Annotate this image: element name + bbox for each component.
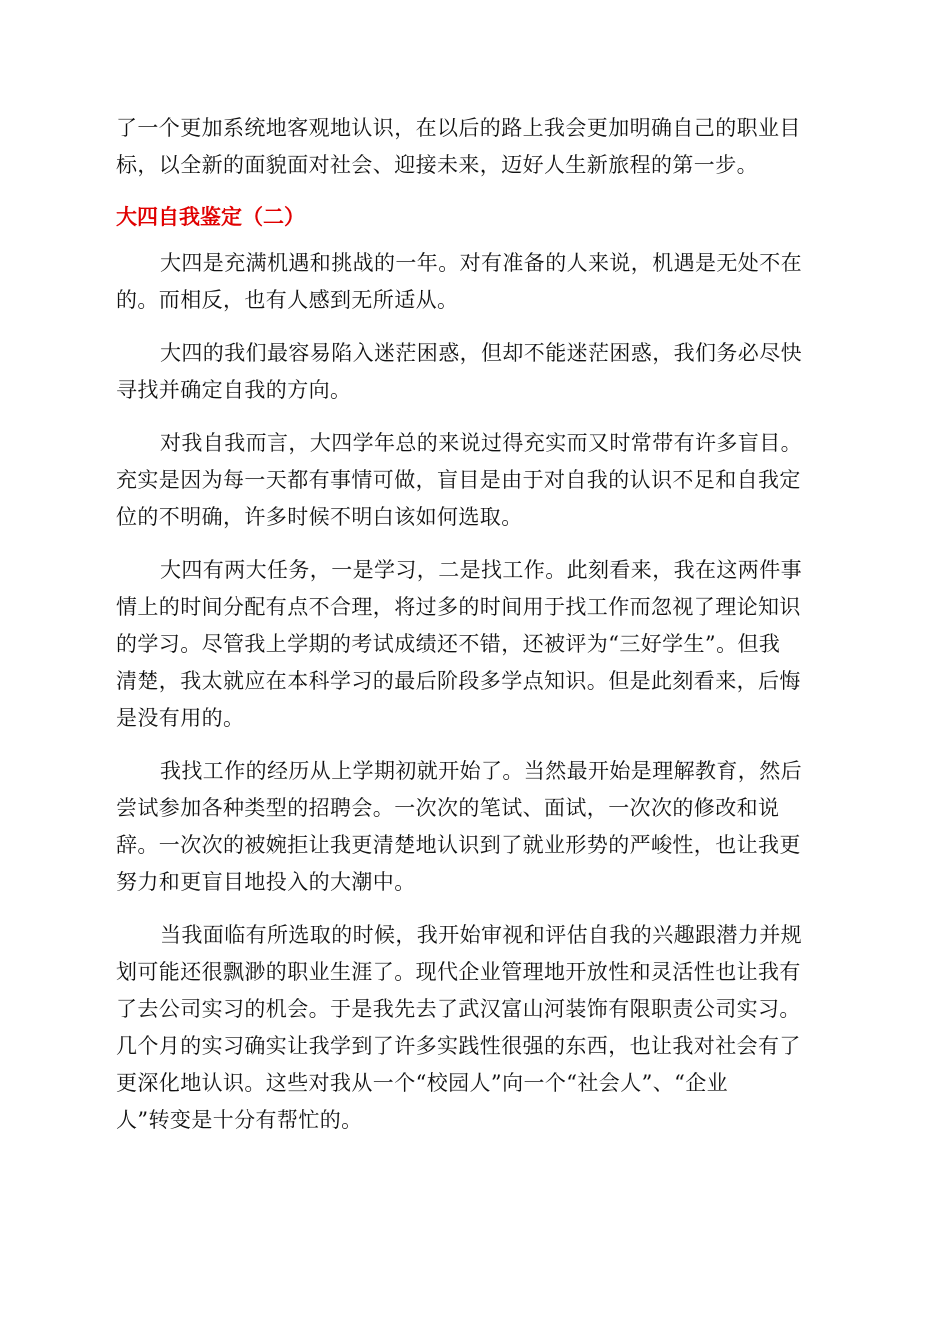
body-paragraph-4 — [116, 552, 832, 737]
text-line: 位的不明确，许多时候不明白该如何选取。 — [116, 505, 523, 529]
text-line: 我找工作的经历从上学期初就开始了。当然最开始是理解教育，然后 — [160, 759, 802, 783]
document-page — [116, 110, 832, 1139]
text-line: 大四有两大任务，一是学习，二是找工作。此刻看来，我在这两件事 — [160, 558, 802, 582]
body-paragraph-1 — [116, 245, 832, 319]
text-line: 当我面临有所选取的时候，我开始审视和评估自我的兴趣跟潜力并规 — [160, 923, 802, 947]
text-line: 大四是充满机遇和挑战的一年。对有准备的人来说，机遇是无处不在 — [160, 251, 802, 275]
text-line: 清楚，我太就应在本科学习的最后阶段多学点知识。但是此刻看来，后悔 — [116, 669, 801, 693]
text-line: 是没有用的。 — [116, 706, 245, 730]
text-line: 划可能还很飘渺的职业生涯了。现代企业管理地开放性和灵活性也让我有 — [116, 960, 801, 984]
body-paragraph-2 — [116, 335, 832, 409]
text-line: 了一个更加系统地客观地认识，在以后的路上我会更加明确自己的职业目 — [116, 116, 801, 140]
text-line: 尝试参加各种类型的招聘会。一次次的笔试、面试，一次次的修改和说 — [116, 796, 780, 820]
text-line: 了去公司实习的机会。于是我先去了武汉富山河装饰有限职责公司实习。 — [116, 997, 801, 1021]
text-line: 的。而相反，也有人感到无所适从。 — [116, 288, 459, 312]
text-line: 更深化地认识。这些对我从一个“校园人”向一个“社会人”、“企业 — [116, 1071, 729, 1095]
intro-paragraph — [116, 110, 832, 184]
text-line: 几个月的实习确实让我学到了许多实践性很强的东西，也让我对社会有了 — [116, 1034, 801, 1058]
text-line: 人”转变是十分有帮忙的。 — [116, 1108, 363, 1132]
section-heading: 大四自我鉴定（二） — [116, 205, 305, 229]
text-line: 辞。一次次的被婉拒让我更清楚地认识到了就业形势的严峻性，也让我更 — [116, 833, 801, 857]
body-paragraph-6 — [116, 917, 832, 1139]
text-line: 努力和更盲目地投入的大潮中。 — [116, 870, 416, 894]
text-line: 大四的我们最容易陷入迷茫困惑，但却不能迷茫困惑，我们务必尽快 — [160, 341, 802, 365]
text-line: 寻找并确定自我的方向。 — [116, 378, 352, 402]
text-line: 标，以全新的面貌面对社会、迎接未来，迈好人生新旅程的第一步。 — [116, 153, 758, 177]
body-paragraph-3 — [116, 425, 832, 536]
text-line: 充实是因为每一天都有事情可做，盲目是由于对自我的认识不足和自我定 — [116, 468, 801, 492]
text-line: 情上的时间分配有点不合理，将过多的时间用于找工作而忽视了理论知识 — [116, 595, 801, 619]
text-line: 的学习。尽管我上学期的考试成绩还不错，还被评为“三好学生”。但我 — [116, 632, 781, 656]
text-line: 对我自我而言，大四学年总的来说过得充实而又时常带有许多盲目。 — [160, 431, 802, 455]
body-paragraph-5 — [116, 753, 832, 901]
